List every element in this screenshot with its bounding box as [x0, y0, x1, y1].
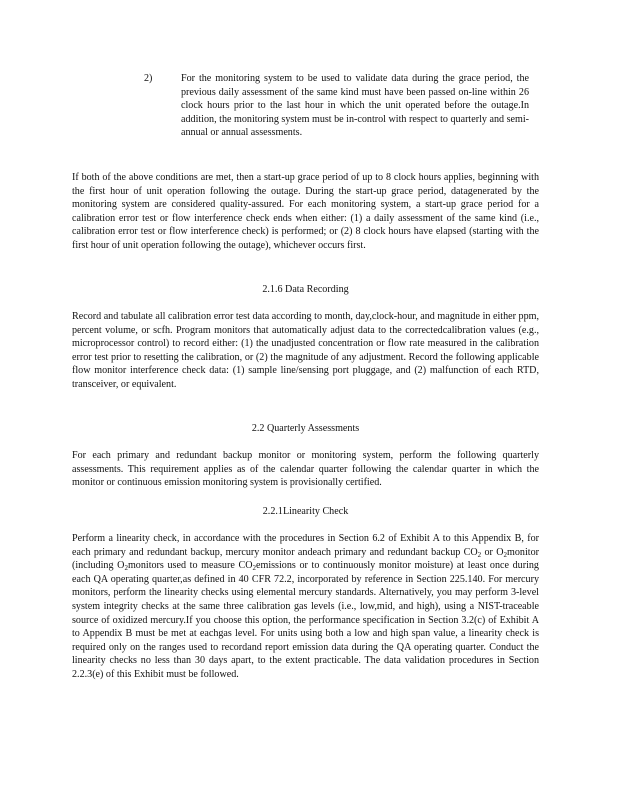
paragraph-grace-period: If both of the above conditions are met, then a start-up grace period of up to 8 clock hours applies, beginning with the first hour of unit operation following the outage. During the start-up grace period, datagenerated by the monitoring system are considered quality-assured. For each monitoring system, a start-up grace period for a calibration error test or flow interference check ends when either: (1) a daily assessment of the same kind (i.e., calibration error test or flow interference check) is performed; or (2) 8 clock hours have elapsed (starting with the first hour of unit operation following the outage), whichever occurs first.	[72, 172, 539, 251]
subscript-2: 2	[477, 550, 482, 559]
paragraph-linearity-check	[72, 532, 539, 682]
linearity-text-part-1: Perform a linearity check, in accordance with the procedures in Section 6.2 of Exhibit A to this Appendix B, for each primary and redundant backup, mercury monitor andeach primary and redundant backup CO	[72, 533, 539, 558]
linearity-text-part-4: monitors used to measure CO	[127, 560, 253, 572]
list-item-text: For the monitoring system to be used to validate data during the grace period, the previous daily assessment of the same kind must have been passed on-line within 26 clock hours prior to the last hour in which the unit operated before the outage.In addition, the monitoring system must be in-control with respect to quarterly and semi-annual or annual assessments.	[181, 73, 529, 139]
section-heading-2-2-1: 2.2.1Linearity Check	[262, 506, 349, 517]
linearity-text-part-5: emissions or to continuously monitor moisture) at least once during each QA operating quarter,as defined in 40 CFR 72.2, incorporated by reference in Section 225.140. For mercury monitors, perform the linearity checks using elemental mercury standards. Alternatively, you may perform 3-level system integrity checks at the same three calibration gas levels (i.e., low,mid, and high), using a NIST-traceable source of oxidized mercury.If you choose this option, the performance specification in Section 3.2(c) of Exhibit A to Appendix B must be met at eachgas level. For units using both a low and high span value, a linearity check is required only on the ranges used to recordand report emission data during the QA operating quarter. Conduct the linearity checks no less than 30 days apart, to the extent practicable. The data validation procedures in Section 2.2.3(e) of this Exhibit must be followed.	[72, 560, 539, 680]
subscript-2: 2	[252, 564, 256, 573]
section-heading-2-2: 2.2 Quarterly Assessments	[251, 423, 360, 434]
subscript-2: 2	[503, 550, 508, 559]
section-heading-2-1-6: 2.1.6 Data Recording	[262, 284, 349, 295]
linearity-text-part-3: monitor (including O	[72, 546, 539, 572]
linearity-text-part-2: or O	[481, 546, 504, 558]
subscript-2: 2	[124, 564, 128, 573]
paragraph-data-recording: Record and tabulate all calibration error test data according to month, day,clock-hour, and magnitude in either ppm, percent volume, or scfh. Program monitors that automatically adjust data to the correctedcalibration values (e.g., microprocessor control) to record either: (1) the unadjusted concentration or flow rate measured in the calibration error test prior to resetting the calibration, or (2) the magnitude of any adjustment. Record the following applicable flow monitor interference check data: (1) sample line/sensing port pluggage, and (2) malfunction of each RTD, transceiver, or equivalent.	[72, 311, 539, 390]
list-item-number: 2)	[144, 73, 153, 84]
paragraph-quarterly-assessments: For each primary and redundant backup monitor or monitoring system, perform the following quarterly assessments. This requirement applies as of the calendar quarter following the calendar quarter in which the monitor or continuous emission monitoring system is provisionally certified.	[72, 450, 539, 489]
